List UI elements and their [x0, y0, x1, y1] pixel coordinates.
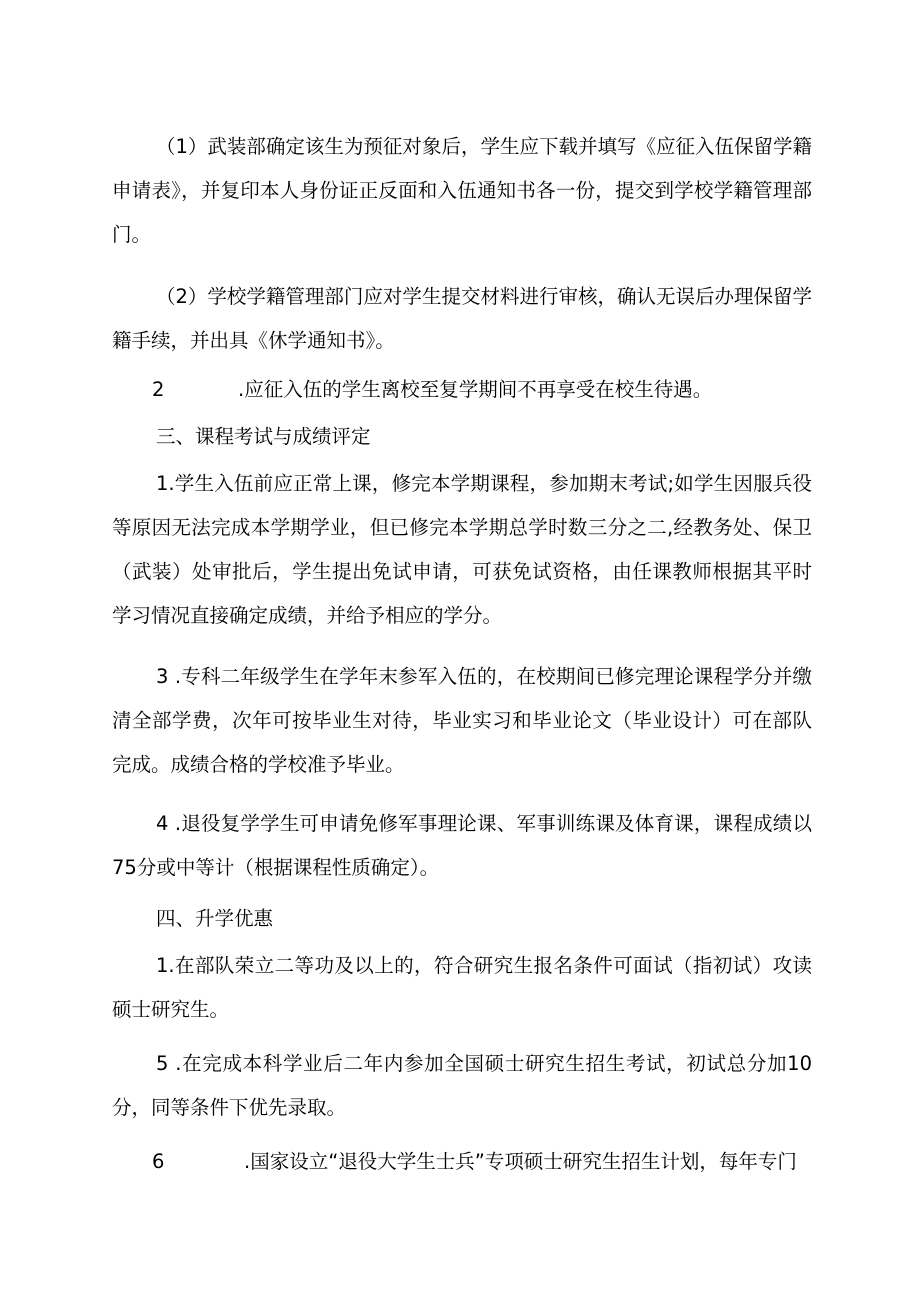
paragraph-4: 1.学生入伍前应正常上课，修完本学期课程，参加期末考试;如学生因服兵役等原因无法完成本学期学业，但已修完本学期总学时数三分之二,经教务处、保卫（武装）处审批后，学生提出免试申请，可获免试资格，由任课教师根据其平时学习情况直接确定成绩，并给予相应的学分。	[112, 472, 812, 627]
section-heading-3: 三、课程考试与成绩评定	[156, 425, 371, 448]
paragraph-2: （2）学校学籍管理部门应对学生提交材料进行审核，确认无误后办理保留学籍手续，并出具《休学通知书》。	[112, 285, 812, 352]
item-number: 2	[152, 378, 165, 401]
paragraph-8: 5 .在完成本科学业后二年内参加全国硕士研究生招生考试，初试总分加10分，同等条件下优先录取。	[112, 1052, 812, 1119]
paragraph-6: 4 .退役复学学生可申请免修军事理论课、军事训练课及体育课，课程成绩以75分或中等计（根据课程性质确定）。	[112, 812, 812, 879]
item-text: .应征入伍的学生离校至复学期间不再享受在校生待遇。	[238, 378, 713, 401]
paragraph-7: 1.在部队荣立二等功及以上的，符合研究生报名条件可面试（指初试）攻读硕士研究生。	[112, 954, 812, 1021]
section-heading-4: 四、升学优惠	[156, 907, 274, 930]
paragraph-5: 3 .专科二年级学生在学年末参军入伍的，在校期间已修完理论课程学分并缴清全部学费，次年可按毕业生对待，毕业实习和毕业论文（毕业设计）可在部队完成。成绩合格的学校准予毕业。	[112, 665, 812, 776]
paragraph-9	[112, 1140, 812, 1184]
paragraph-1: （1）武装部确定该生为预征对象后，学生应下载并填写《应征入伍保留学籍申请表》，并复印本人身份证正反面和入伍通知书各一份，提交到学校学籍管理部门。	[112, 135, 812, 246]
item-text: .国家设立“退役大学生士兵”专项硕士研究生招生计划，每年专门	[244, 1150, 797, 1173]
item-number: 6	[152, 1150, 165, 1173]
paragraph-3	[112, 368, 812, 412]
